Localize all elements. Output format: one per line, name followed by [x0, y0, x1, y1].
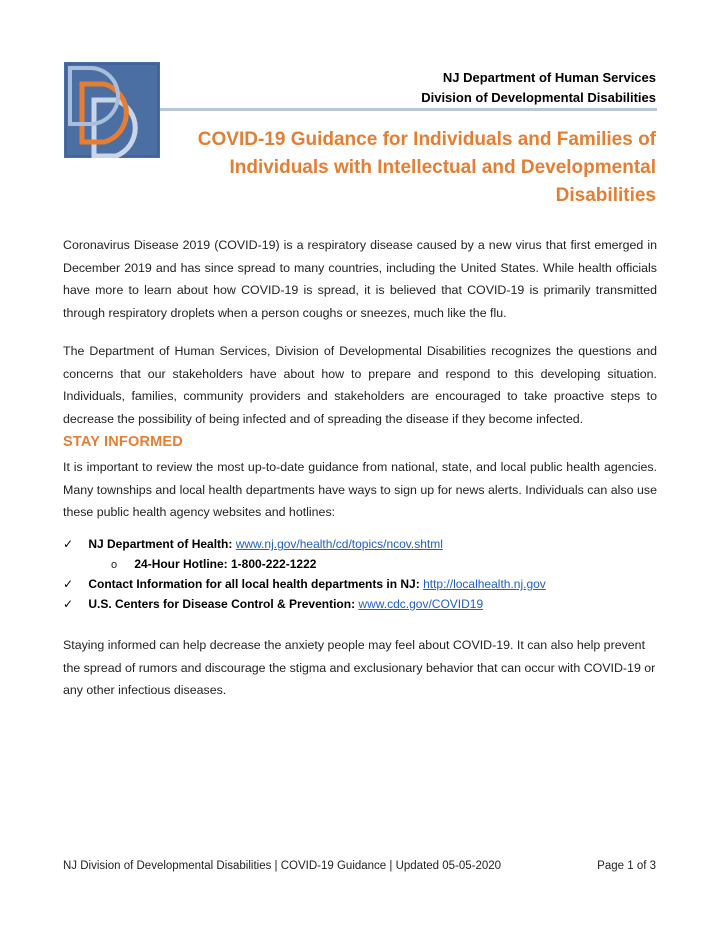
resource-label: Contact Information for all local health departments in NJ:	[88, 577, 420, 591]
hotline-label: 24-Hour Hotline: 1-800-222-1222	[134, 557, 317, 571]
ddd-logo-icon	[64, 62, 160, 158]
resource-label: NJ Department of Health:	[88, 537, 233, 551]
header-divider	[160, 108, 657, 111]
header-organization	[421, 68, 656, 108]
intro-paragraph: Coronavirus Disease 2019 (COVID-19) is a respiratory disease caused by a new virus that first emerged in December 2019 and has since spread to many countries, including the United States. While health officials have more to learn about how COVID-19 is spread, it is believed that COVID-19 is primarily transmitted through respiratory droplets when a person coughs or sneezes, much like the flu.	[63, 238, 657, 320]
document-title: COVID-19 Guidance for Individuals and Families of Individuals with Intellectual and Developmental Disabilities	[197, 129, 656, 206]
org-line-1: NJ Department of Human Services	[442, 70, 656, 85]
list-item	[63, 594, 663, 614]
org-line-2: Division of Developmental Disabilities	[421, 90, 656, 105]
list-item	[63, 534, 663, 554]
resource-label: U.S. Centers for Disease Control & Prevention:	[88, 597, 356, 611]
checkmark-icon: ✓	[63, 577, 74, 591]
page-number: Page 1 of 3	[597, 860, 656, 872]
department-paragraph: The Department of Human Services, Division of Developmental Disabilities recognizes the questions and concerns that our stakeholders have about how to prepare and respond to this developing situation. Individuals, families, community providers and stakeholders are encouraged to take proactive steps to decrease the possibility of being infected and of spreading the disease if they become infected.	[63, 344, 657, 426]
footer-text: NJ Division of Developmental Disabilities | COVID-19 Guidance | Updated 05-05-2020	[63, 860, 502, 872]
list-item	[63, 554, 663, 574]
local-health-link[interactable]: http://localhealth.nj.gov	[423, 577, 546, 591]
stay-informed-intro: It is important to review the most up-to-date guidance from national, state, and local public health agencies. Many townships and local health departments have ways to sign up for news alerts. Individuals can also use these public health agency websites and hotlines:	[63, 460, 657, 519]
closing-paragraph: Staying informed can help decrease the anxiety people may feel about COVID-19. It can also help prevent the spread of rumors and discourage the stigma and exclusionary behavior that can occur with COVID-19 or any other infectious diseases.	[63, 638, 656, 697]
ddd-logo	[64, 62, 160, 158]
circle-bullet-icon: o	[111, 559, 118, 571]
resource-list	[63, 534, 663, 614]
stay-informed-heading: STAY INFORMED	[63, 434, 183, 450]
cdc-link[interactable]: www.cdc.gov/COVID19	[358, 597, 484, 611]
checkmark-icon: ✓	[63, 537, 74, 551]
nj-health-link[interactable]: www.nj.gov/health/cd/topics/ncov.shtml	[235, 537, 443, 551]
list-item	[63, 574, 663, 594]
page-footer	[63, 860, 656, 872]
checkmark-icon: ✓	[63, 597, 74, 611]
